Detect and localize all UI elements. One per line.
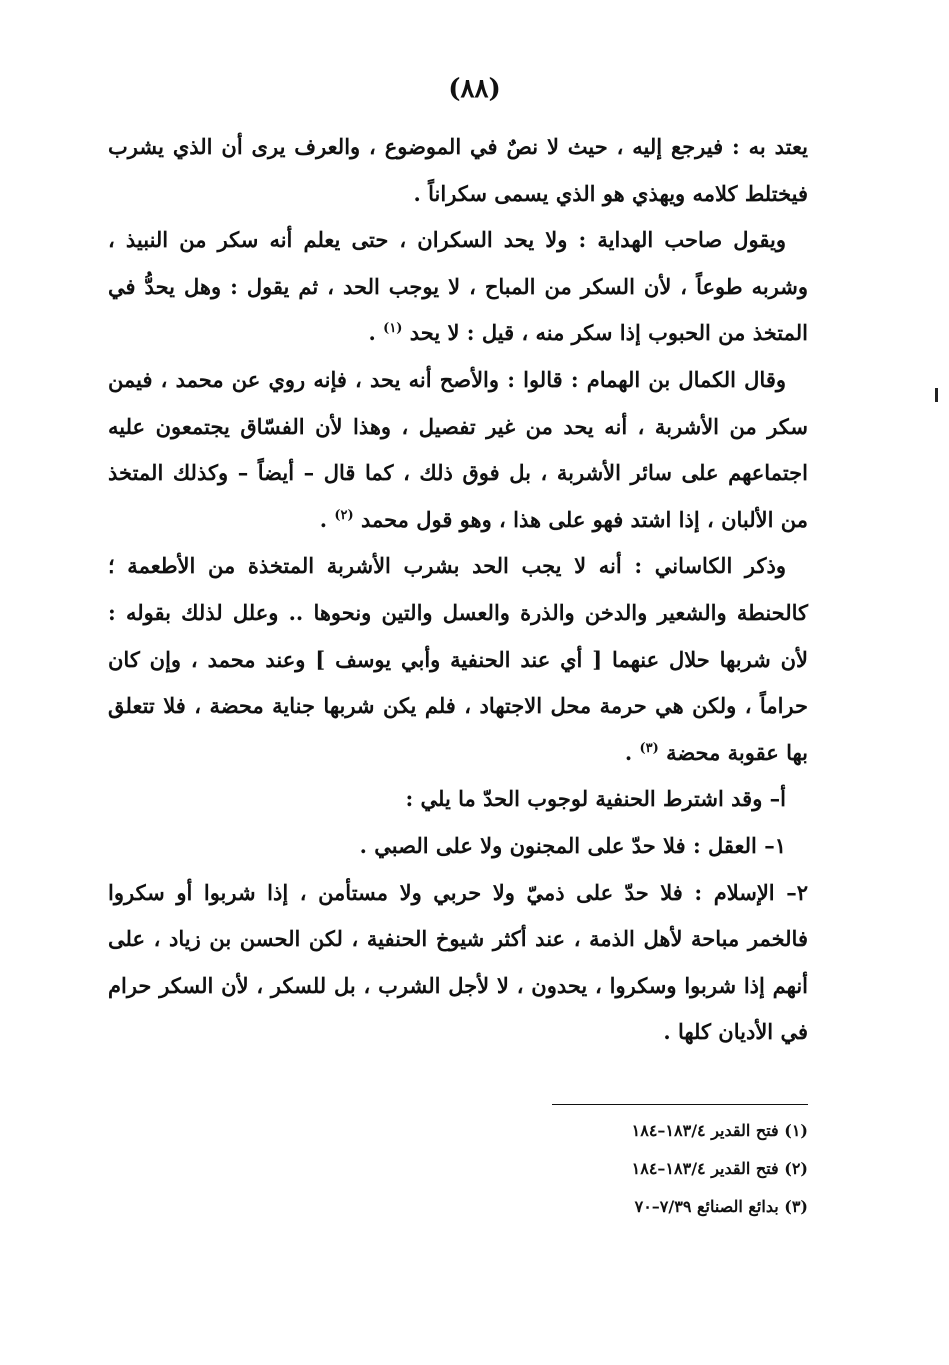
footnote-1: (١) فتح القدير ١٨٣/٤–١٨٤ bbox=[631, 1121, 808, 1140]
paragraph-1 bbox=[108, 124, 808, 217]
paragraph-3 bbox=[108, 357, 808, 543]
footnote-3: (٣) بدائع الصنائع ٧/٣٩–٧٠ bbox=[634, 1197, 808, 1216]
main-text bbox=[108, 124, 808, 1056]
footnote-ref-2: (٢) bbox=[334, 507, 354, 523]
paragraph-2-tail: . bbox=[368, 320, 384, 346]
paragraph-4-text: وذكر الكاساني : أنه لا يجب الحد بشرب الأشربة المتخذة من الأطعمة ؛ كالحنطة والشعير والدخن والذرة والعسل والتين ونحوها .. وعلل لذلك بقوله : لأن شربها حلال عنهما [ أي عند الحنفية وأبي يوسف ] وعند محمد ، وإن كان حراماً ، ولكن هي حرمة محل الاجتهاد ، فلم يكن شربها جناية محضة ، فلا تتعلق بها عقوبة محضة bbox=[108, 553, 808, 765]
paragraph-3-text: وقال الكمال بن الهمام : قالوا : والأصح أنه يحد ، فإنه روي عن محمد ، فيمن سكر من الأشربة ، أنه يحد من غير تفصيل ، وهذا لأن الفسّاق يجتمعون عليه اجتماعهم على سائر الأشربة ، بل فوق ذلك ، كما قال – أيضاً – وكذلك المتخذ من الألبان ، إذا اشتد فهو على هذا ، وهو قول محمد bbox=[108, 366, 808, 532]
footnote-ref-1: (١) bbox=[383, 321, 403, 337]
paragraph-1-text: يعتد به : فيرجع إليه ، حيث لا نصٌ في الموضوع ، والعرف يرى أن الذي يشرب فيختلط كلامه ويهذي هو الذي يسمى سكراناً . bbox=[108, 134, 808, 206]
paragraph-7-text: ٢– الإسلام : فلا حدّ على ذميّ ولا حربي ولا مستأمن ، إذا شربوا أو سكروا فالخمر مباحة لأهل الذمة ، عند أكثر شيوخ الحنفية ، لكن الحسن بن زياد ، على أنهم إذا شربوا وسكروا ، يحدون ، لا لأجل الشرب ، بل للسكر ، لأن السكر حرام في الأديان كلها . bbox=[108, 879, 808, 1045]
paragraph-6-text: ١– العقل : فلا حدّ على المجنون ولا على الصبي . bbox=[359, 832, 786, 858]
paragraph-7 bbox=[108, 870, 808, 1056]
paragraph-5 bbox=[108, 776, 808, 823]
paragraph-5-text: أ– وقد اشترط الحنفية لوجوب الحدّ ما يلي : bbox=[405, 786, 786, 812]
paragraph-4-tail: . bbox=[624, 739, 640, 765]
paragraph-4 bbox=[108, 543, 808, 776]
footnote-ref-3: (٣) bbox=[639, 740, 659, 756]
footnote-2: (٢) فتح القدير ١٨٣/٤–١٨٤ bbox=[631, 1159, 808, 1178]
paragraph-2-text: ويقول صاحب الهداية : ولا يحد السكران ، حتى يعلم أنه سكر من النبيذ ، وشربه طوعاً ، لأن السكر من المباح ، لا يوجب الحد ، ثم يقول : وهل يحدُّ في المتخذ من الحبوب إذا سكر منه ، قيل : لا يحد bbox=[108, 227, 808, 346]
footnotes bbox=[500, 1112, 808, 1226]
margin-mark bbox=[935, 388, 938, 402]
page-number: (٨٨) bbox=[448, 74, 501, 104]
paragraph-3-tail: . bbox=[319, 506, 335, 532]
paragraph-6 bbox=[108, 823, 808, 870]
paragraph-2 bbox=[108, 217, 808, 357]
footnote-divider bbox=[552, 1104, 808, 1105]
